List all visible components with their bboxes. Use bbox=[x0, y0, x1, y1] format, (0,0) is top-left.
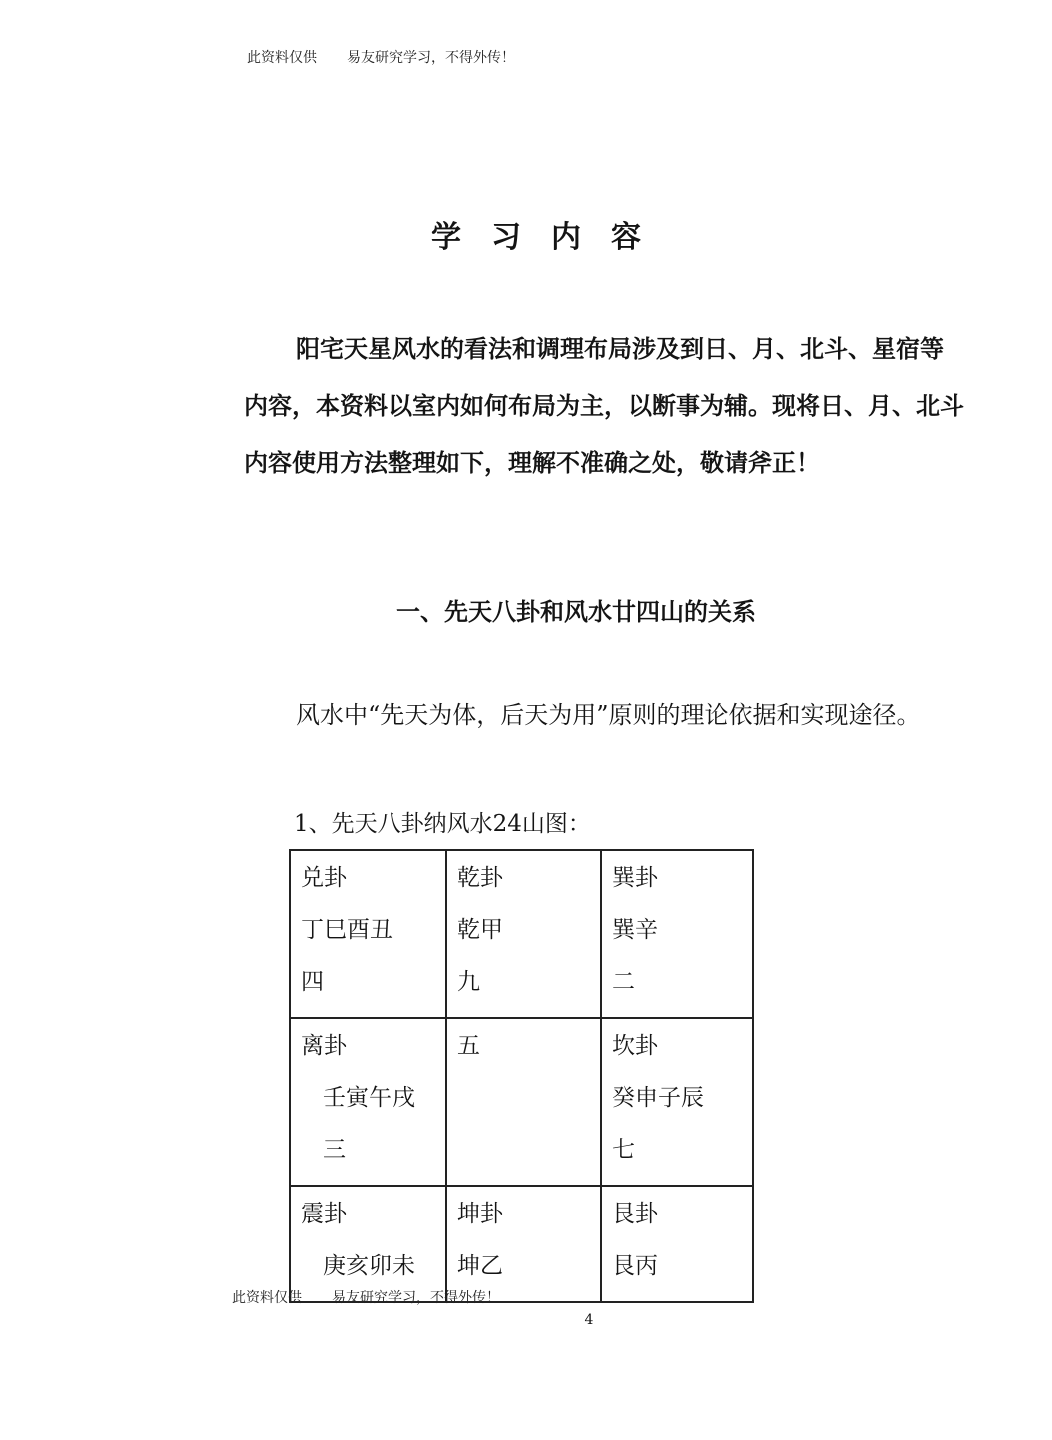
trigram-name: 震卦 bbox=[301, 1201, 347, 1227]
table-cell-li bbox=[290, 1018, 446, 1186]
footer-notice-part-2: 易友研究学习，不得外传！ bbox=[332, 1290, 500, 1306]
principle-paragraph: 风水中“先天为体，后天为用”原则的理论依据和实现途径。 bbox=[296, 701, 921, 729]
trigram-name: 坤卦 bbox=[457, 1201, 503, 1227]
trigram-mountains: 巽辛 bbox=[612, 917, 658, 943]
trigram-mountains: 壬寅午戌 bbox=[323, 1085, 415, 1111]
figure-caption: 1、先天八卦纳风水24山图： bbox=[294, 811, 591, 837]
header-notice bbox=[247, 47, 515, 67]
trigram-mountains: 坤乙 bbox=[457, 1253, 503, 1279]
table-cell-kan bbox=[601, 1018, 753, 1186]
trigram-name: 坎卦 bbox=[612, 1033, 658, 1059]
trigram-mountains: 庚亥卯未 bbox=[323, 1253, 415, 1279]
trigram-number: 七 bbox=[612, 1137, 635, 1163]
table-cell-gen bbox=[601, 1186, 753, 1302]
header-notice-part-2: 易友研究学习，不得外传！ bbox=[347, 50, 515, 66]
trigram-number: 九 bbox=[457, 969, 480, 995]
table-row bbox=[290, 1018, 753, 1186]
table-cell-center bbox=[446, 1018, 601, 1186]
trigram-name: 巽卦 bbox=[612, 865, 658, 891]
footer-notice bbox=[232, 1287, 500, 1307]
bagua-24-mountains-table bbox=[289, 849, 754, 1303]
trigram-mountains: 癸申子辰 bbox=[612, 1085, 704, 1111]
trigram-number: 三 bbox=[323, 1137, 346, 1163]
trigram-number: 四 bbox=[301, 969, 324, 995]
center-number: 五 bbox=[457, 1033, 480, 1059]
page-title: 学习内容 bbox=[431, 220, 671, 255]
trigram-mountains: 丁巳酉丑 bbox=[301, 917, 393, 943]
trigram-mountains: 艮丙 bbox=[612, 1253, 658, 1279]
trigram-mountains: 乾甲 bbox=[457, 917, 503, 943]
trigram-name: 艮卦 bbox=[612, 1201, 658, 1227]
trigram-name: 兑卦 bbox=[301, 865, 347, 891]
table-cell-qian bbox=[446, 850, 601, 1018]
table-cell-xun bbox=[601, 850, 753, 1018]
intro-paragraph: 阳宅天星风水的看法和调理布局涉及到日、月、北斗、星宿等内容，本资料以室内如何布局为主，以断事为辅。现将日、月、北斗内容使用方法整理如下，理解不准确之处，敬请斧正！ bbox=[244, 334, 964, 477]
page-number: 4 bbox=[584, 1312, 594, 1328]
section-heading: 一、先天八卦和风水廿四山的关系 bbox=[396, 597, 756, 626]
trigram-name: 离卦 bbox=[301, 1033, 347, 1059]
table-row bbox=[290, 1186, 753, 1302]
table-cell-dui bbox=[290, 850, 446, 1018]
trigram-number: 二 bbox=[612, 969, 635, 995]
trigram-name: 乾卦 bbox=[457, 865, 503, 891]
table-row bbox=[290, 850, 753, 1018]
footer-notice-part-1: 此资料仅供 bbox=[232, 1290, 302, 1306]
header-notice-part-1: 此资料仅供 bbox=[247, 50, 317, 66]
table-cell-zhen bbox=[290, 1186, 446, 1302]
table-cell-kun bbox=[446, 1186, 601, 1302]
